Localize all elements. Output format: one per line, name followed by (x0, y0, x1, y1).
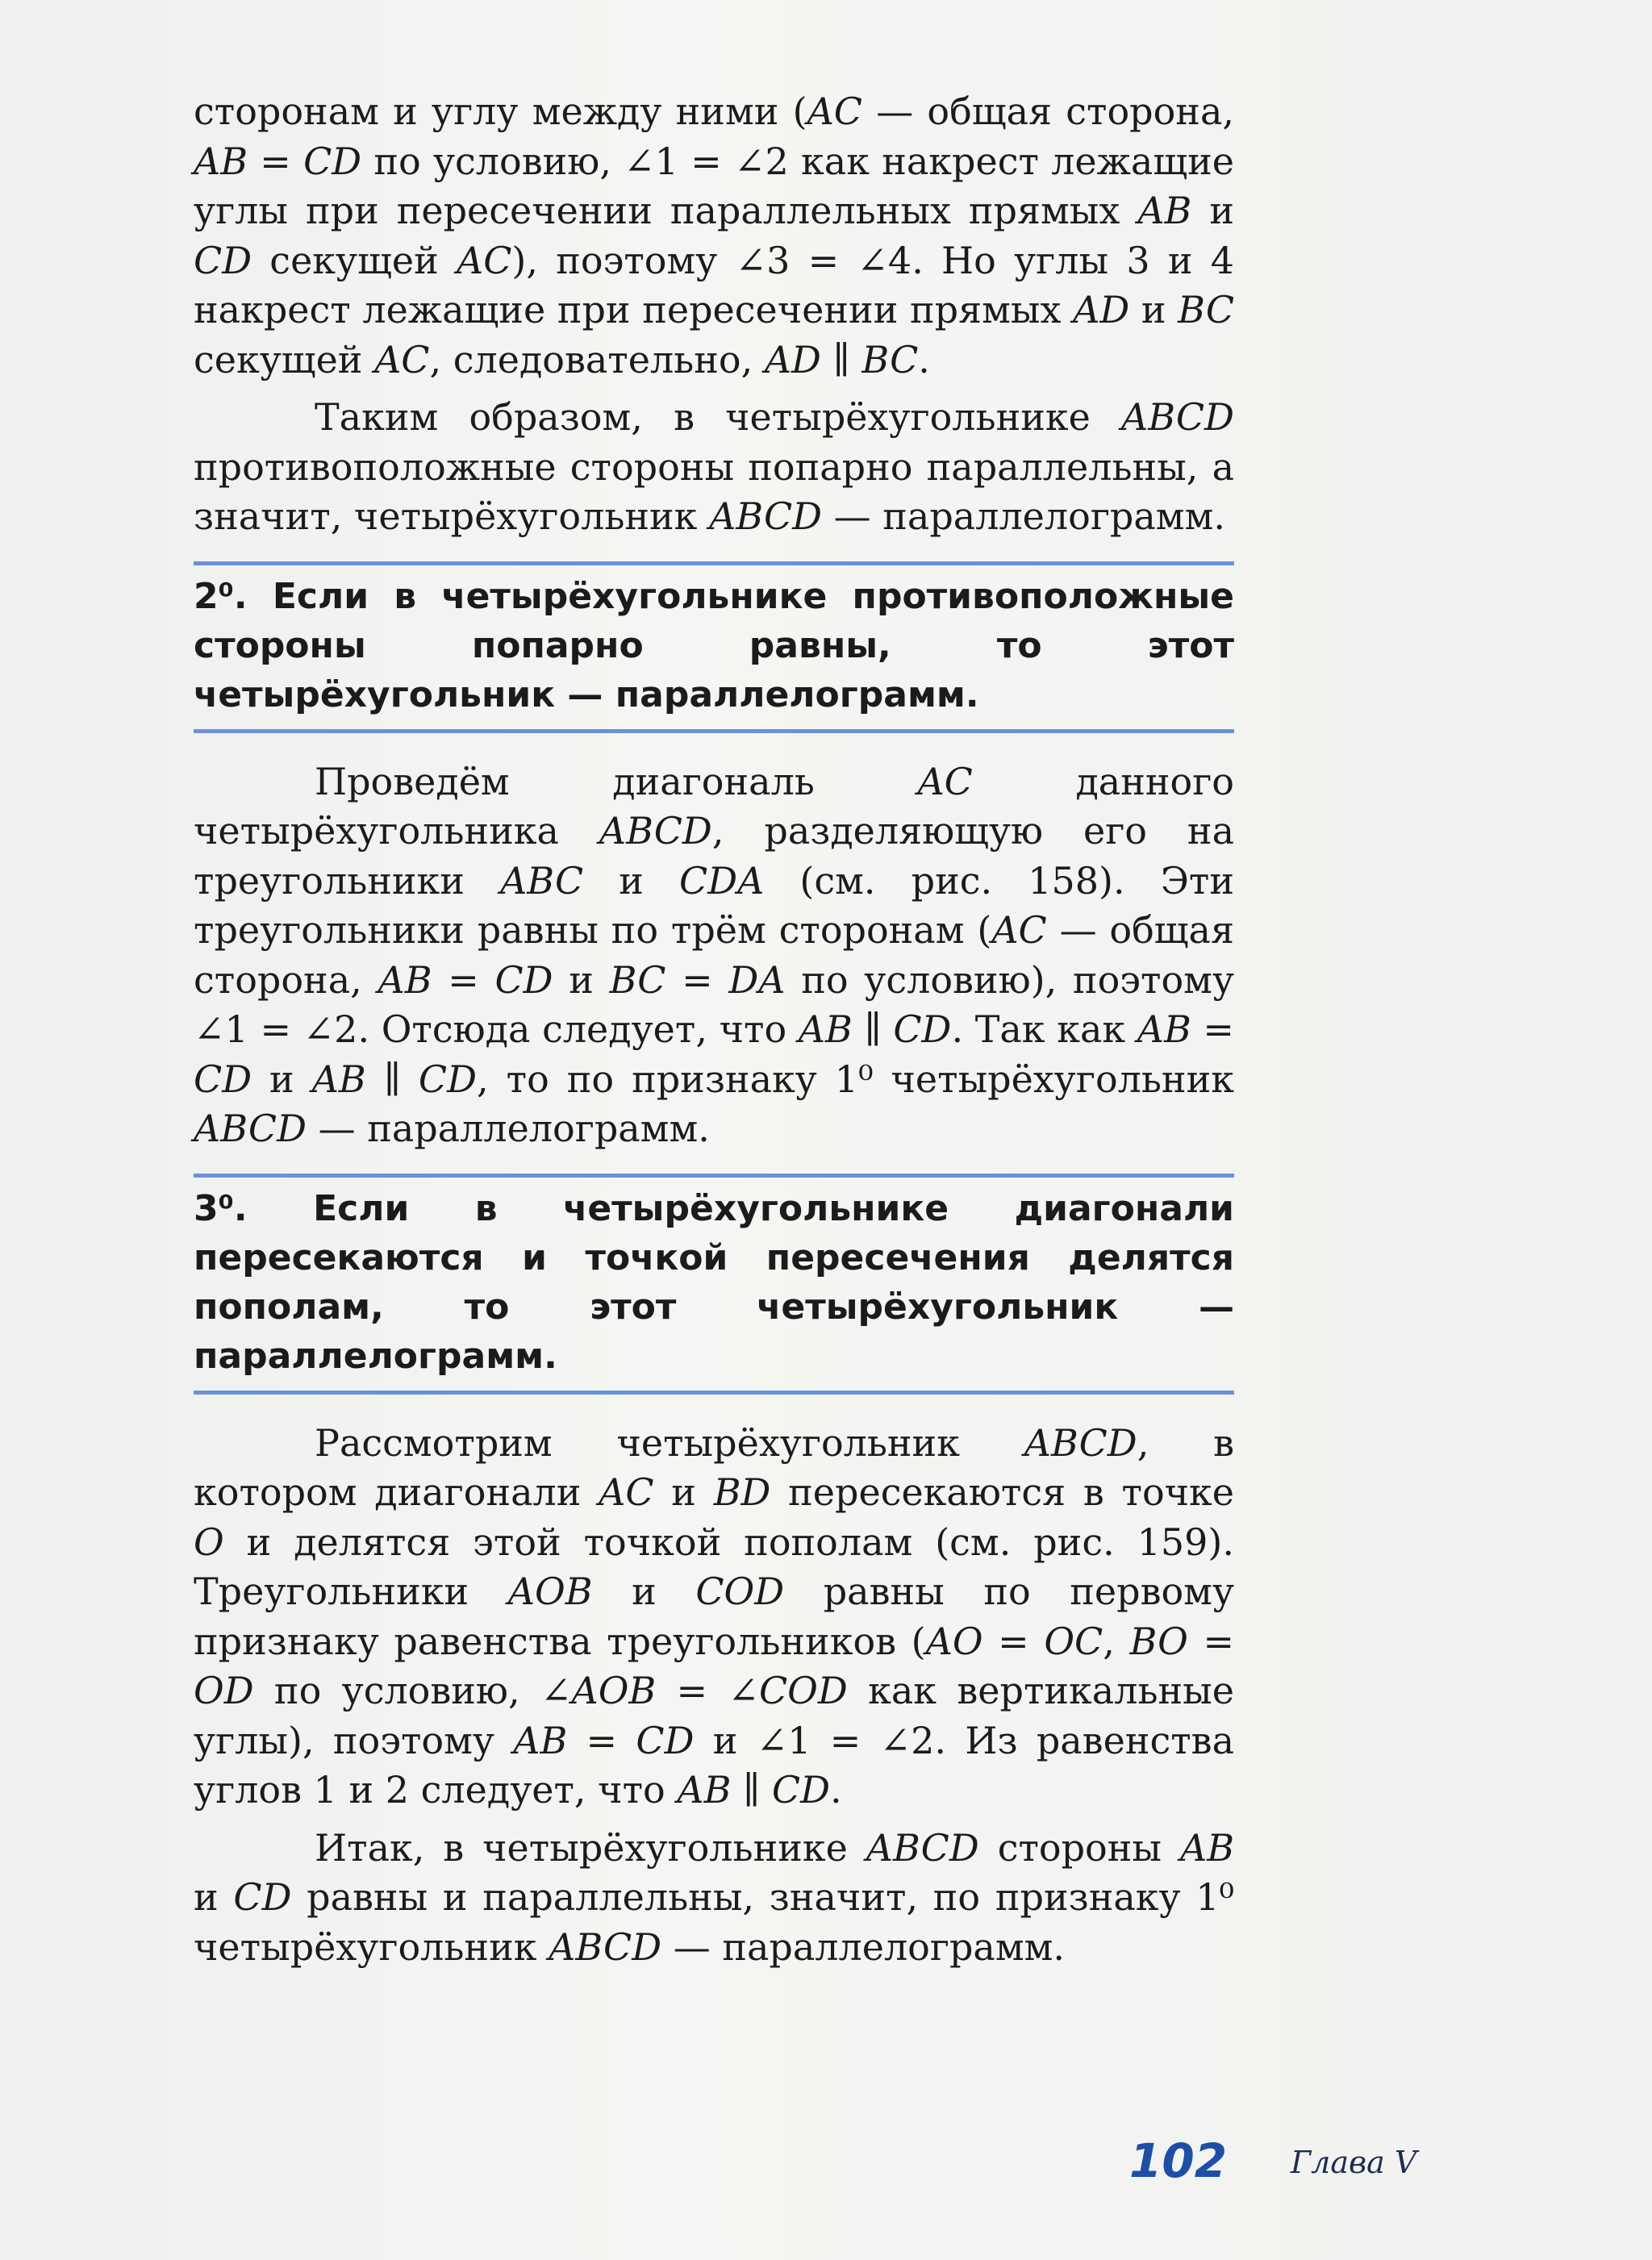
math-span: COD (695, 1570, 785, 1613)
text-span: , то по признаку 1⁰ четырёхугольник (477, 1057, 1234, 1101)
math-span: ABCD (1121, 395, 1234, 439)
text-span: секущей (194, 337, 375, 382)
text-span: , следовательно, (429, 337, 765, 382)
text-span: Проведём диагональ (315, 759, 918, 803)
text-column (194, 87, 1234, 1972)
text-span: равны и параллельны, значит, по признаку 1⁰ четырёхугольник (194, 1875, 1235, 1969)
math-span: AD (1073, 288, 1130, 331)
text-span: Рассмотрим четырёхугольник (315, 1420, 1024, 1465)
math-span: AB = CD (194, 1007, 1234, 1101)
text-span: . Так как (951, 1007, 1137, 1051)
text-span: и (1191, 189, 1234, 232)
text-span: (см. рис. 158). Эти треугольники равны по трём сторонам ( (194, 858, 1235, 952)
math-span: AB ∥ CD (311, 1057, 478, 1101)
paragraph-conclusion-1 (194, 393, 1234, 542)
text-span: стороны (978, 1825, 1180, 1870)
text-span: Таким образом, в четырёхугольнике (315, 395, 1122, 439)
text-span: — общая сторона, (861, 90, 1235, 133)
text-span: по условию, ∠1 = ∠2 как накрест лежащие углы при пересечении параллельных прямых (194, 139, 1235, 232)
math-span: CD (194, 238, 252, 282)
theorem-2: 2⁰. Если в четырёхугольнике противоположные стороны попарно равны, то этот четырёхугольник — параллелограмм. (194, 561, 1234, 733)
text-span: Итак, в четырёхугольнике (315, 1825, 866, 1870)
math-span: AB ∥ CD (677, 1768, 830, 1812)
math-span: AC (599, 1470, 654, 1514)
text-span: сторонам и углу между ними ( (194, 90, 807, 133)
math-span: AO = OC (925, 1619, 1103, 1663)
math-span: CDA (679, 858, 765, 903)
math-span: ABCD (549, 1924, 662, 1969)
text-span: , (1103, 1619, 1130, 1663)
page-footer (1129, 2133, 1484, 2190)
math-span: BC = DA (609, 957, 786, 1002)
math-span: BC (1178, 288, 1235, 331)
math-span: AD ∥ BC (764, 337, 919, 382)
text-span: и (653, 1470, 714, 1514)
math-span: AB = CD (513, 1718, 695, 1762)
text-span: как вертикальные углы), поэтому (194, 1669, 1234, 1762)
text-span: и (194, 1875, 234, 1919)
math-span: BD (713, 1470, 771, 1514)
text-span: — общая сторона, (194, 908, 1235, 1002)
paragraph-proof-3 (194, 1419, 1234, 1816)
text-span: и (1129, 288, 1179, 331)
text-span: — параллелограмм. (822, 494, 1225, 538)
text-span: . (918, 337, 930, 382)
math-span: AC (991, 908, 1047, 952)
math-span: AOB (507, 1570, 593, 1613)
math-span: AC (807, 90, 862, 133)
math-span: AB ∥ CD (798, 1007, 952, 1051)
math-span: AB (1137, 189, 1192, 232)
text-span: и (553, 957, 610, 1002)
paragraph-conclusion-3 (194, 1824, 1234, 1973)
text-span: и делятся этой точкой пополам (см. рис. 159). Треугольники (194, 1520, 1234, 1613)
math-span: CD (233, 1875, 292, 1919)
theorem-3: 3⁰. Если в четырёхугольнике диагонали пересекаются и точкой пересечения делятся пополам, то этот четырёхугольник — параллелограмм. (194, 1174, 1234, 1395)
paragraph-proof-1-end (194, 87, 1234, 385)
math-span: CD (303, 139, 362, 183)
text-span: и (583, 858, 680, 903)
chapter-label: Глава V (1291, 2145, 1417, 2180)
text-span: , в котором диагонали (194, 1420, 1234, 1514)
page-number: 102 (1129, 2133, 1228, 2188)
math-span: AC (917, 759, 973, 803)
text-span: , разделяющую его на треугольники (194, 809, 1235, 903)
math-span: ABCD (866, 1825, 979, 1870)
math-span: ABC (500, 858, 584, 903)
text-span: ), поэтому ∠3 = ∠4. Но углы 3 и 4 накрест лежащие при пересечении прямых (194, 238, 1234, 331)
math-span: ABCD (709, 494, 823, 538)
text-span: противоположные стороны попарно параллельны, а значит, четырёхугольник (194, 444, 1234, 538)
text-span: секущей (252, 238, 457, 282)
math-span: O (194, 1520, 224, 1564)
math-span: AC (457, 238, 512, 282)
text-span: и ∠1 = ∠2. Из равенства углов 1 и 2 следует, что (194, 1718, 1234, 1812)
math-span: ABCD (1024, 1420, 1137, 1465)
text-span: . (829, 1768, 842, 1812)
math-span: AB = CD (378, 957, 553, 1002)
text-span: пересекаются в точке (770, 1470, 1235, 1514)
math-span: ∠AOB = ∠COD (540, 1669, 848, 1712)
text-span: по условию), поэтому ∠1 = ∠2. Отсюда следует, что (194, 957, 1235, 1051)
math-span: AB (1179, 1825, 1234, 1870)
text-span: и (592, 1570, 696, 1613)
paragraph-proof-2 (194, 757, 1234, 1154)
text-span: = (248, 139, 304, 183)
math-span: BO = OD (194, 1619, 1234, 1712)
text-span: данного четырёхугольника (194, 759, 1235, 853)
math-span: ABCD (194, 1107, 307, 1150)
text-span: равны по первому признаку равенства треугольников ( (194, 1570, 1235, 1663)
text-span: и (252, 1057, 312, 1101)
text-span: — параллелограмм. (661, 1924, 1066, 1969)
math-span: AC (374, 337, 430, 382)
math-span: AB (194, 139, 248, 183)
text-span: — параллелограмм. (306, 1107, 710, 1150)
math-span: ABCD (599, 809, 712, 853)
text-span: по условию, (253, 1669, 540, 1712)
